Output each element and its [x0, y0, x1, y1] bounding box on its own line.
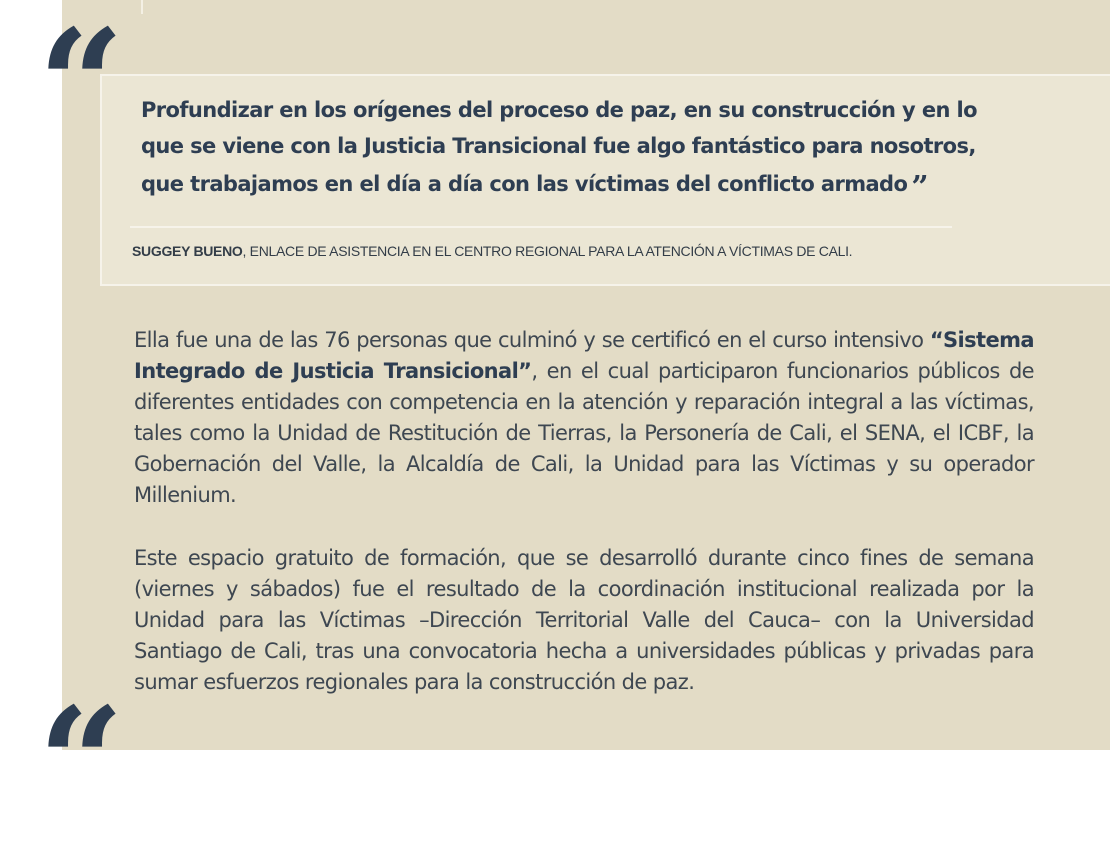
- attribution-name: SUGGEY BUENO: [132, 243, 243, 259]
- body-paragraph-1: [134, 325, 1034, 511]
- attribution-role: , ENLACE DE ASISTENCIA EN EL CENTRO REGIONAL PARA LA ATENCIÓN A VÍCTIMAS DE CALI.: [242, 243, 853, 259]
- course-name: “Sistema Integrado de Justicia Transicional”: [134, 328, 1034, 383]
- next-quote-icon: “: [38, 675, 111, 851]
- para1-text-end: , en el cual participaron funcionarios públicos de diferentes entidades con competencia en la atención y reparación integral a las víctimas, tales como la Unidad de Restitución de Tierras, la Personería de Cali, el SENA, el ICBF, la Gobernación del Valle, la Alcaldía de Cali, la Unidad para las Víctimas y su operador Millenium.: [134, 359, 1034, 507]
- para1-text-start: Ella fue una de las 76 personas que culminó y se certificó en el curso intensivo: [134, 328, 930, 352]
- close-quote-icon: ”: [911, 170, 926, 205]
- top-rule: [141, 0, 143, 14]
- quote-divider: [130, 226, 952, 228]
- quote-attribution: [132, 241, 852, 261]
- pull-quote: [141, 92, 1001, 205]
- body-paragraph-2: Este espacio gratuito de formación, que se desarrolló durante cinco fines de semana (viernes y sábados) fue el resultado de la coordinación institucional realizada por la Unidad para las Víctimas –Dirección Territorial Valle del Cauca– con la Universidad Santiago de Cali, tras una convocatoria hecha a universidades públicas y privadas para sumar esfuerzos regionales para la construcción de paz.: [134, 546, 1034, 694]
- pull-quote-text: Profundizar en los orígenes del proceso de paz, en su construcción y en lo que se viene con la Justicia Transicional fue algo fantástico para nosotros, que trabajamos en el día a día con las víctimas del conflicto armado: [141, 98, 977, 196]
- open-quote-icon: “: [38, 0, 111, 173]
